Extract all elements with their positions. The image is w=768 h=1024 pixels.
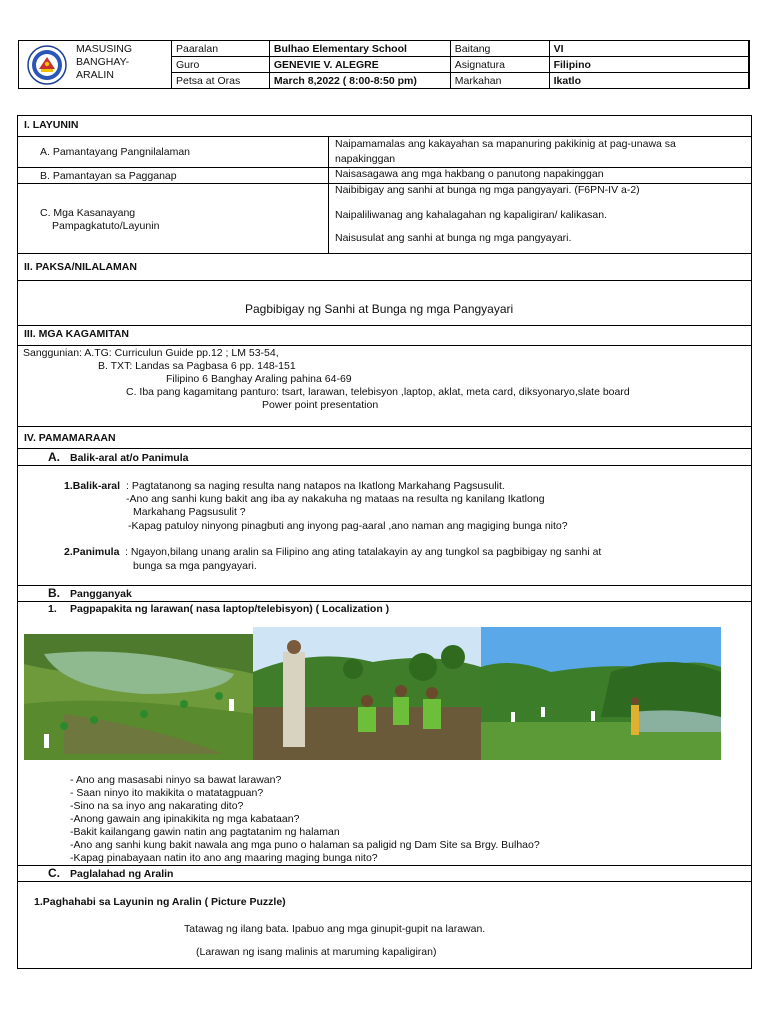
motivation-question: -Bakit kailangang gawin natin ang pagtatanim ng halaman <box>70 826 340 838</box>
motivation-question: -Sino na sa inyo ang nakarating dito? <box>70 800 244 812</box>
header-row <box>172 73 749 89</box>
label-guro: Guro <box>172 57 270 73</box>
photo-hillside-landscape <box>481 627 721 760</box>
value-baitang: VI <box>549 41 748 57</box>
pamantayang-pangnilalaman-value: napakinggan <box>335 153 396 165</box>
sanggunian-line: Sanggunian: A.TG: Curriculun Guide pp.12 ; LM 53-54, <box>23 347 279 359</box>
balik-aral-text: Markahang Pagsusulit ? <box>133 506 246 518</box>
photo-tree-planting <box>253 627 481 760</box>
paghahabi-instruction: Tatawag ng ilang bata. Ipabuo ang mga ginupit-gupit na larawan. <box>184 923 486 935</box>
section-layunin-heading: I. LAYUNIN <box>24 119 79 131</box>
subsection-a-letter: A. <box>48 450 60 464</box>
sanggunian-line: Filipino 6 Banghay Araling pahina 64-69 <box>166 373 352 385</box>
panimula-text: : Ngayon,bilang unang aralin sa Filipino ang ating tatalakayin ay ang tungkol sa pagbibigay ng sanhi at <box>125 546 602 558</box>
subsection-c-letter: C. <box>48 866 60 880</box>
subsection-b-title: Pangganyak <box>70 588 132 600</box>
balik-aral-text: : Pagtatanong sa naging resulta nang natapos na Ikatlong Markahang Pagsusulit. <box>126 480 505 492</box>
balik-aral-text: -Ano ang sanhi kung bakit ang iba ay nakakuha ng mataas na resulta ng kanilang Ikatlong <box>126 493 545 505</box>
value-petsa: March 8,2022 ( 8:00-8:50 pm) <box>269 73 450 89</box>
subsection-b-letter: B. <box>48 586 60 600</box>
paghahabi-title: 1.Paghahabi sa Layunin ng Aralin ( Picture Puzzle) <box>34 896 286 908</box>
kagamitang-panturo-line: Power point presentation <box>262 399 379 411</box>
kasanayang-value: Naibibigay ang sanhi at bunga ng mga pangyayari. (F6PN-IV a-2) <box>335 184 640 196</box>
subsection-a-title: Balik-aral at/o Panimula <box>70 452 189 464</box>
value-guro: GENEVIE V. ALEGRE <box>269 57 450 73</box>
label-asignatura: Asignatura <box>450 57 549 73</box>
section-pamamaraan-heading: IV. PAMAMARAAN <box>24 432 116 444</box>
label-petsa: Petsa at Oras <box>172 73 270 89</box>
pangganyak-item-title: Pagpapakita ng larawan( nasa laptop/telebisyon) ( Localization ) <box>70 603 390 615</box>
value-markahan: Ikatlo <box>549 73 748 89</box>
motivation-question: -Anong gawain ang ipinakikita ng mga kabataan? <box>70 813 300 825</box>
pamantayang-pangnilalaman-value: Naipamamalas ang kakayahan sa mapanuring pakikinig at pag-unawa sa <box>335 138 676 150</box>
label-markahan: Markahan <box>450 73 549 89</box>
document-title <box>76 43 171 82</box>
panimula-text: bunga sa mga pangyayari. <box>133 560 257 572</box>
kasanayang-value: Naipaliliwanag ang kahalagahan ng kapaligiran/ kalikasan. <box>335 209 608 221</box>
motivation-question: - Ano ang masasabi ninyo sa bawat larawan? <box>70 774 282 786</box>
header-row <box>172 57 749 73</box>
paghahabi-instruction: (Larawan ng isang malinis at maruming kapaligiran) <box>196 946 437 958</box>
label-baitang: Baitang <box>450 41 549 57</box>
section-kagamitan-heading: III. MGA KAGAMITAN <box>24 328 129 340</box>
subsection-c-title: Paglalahad ng Aralin <box>70 868 174 880</box>
label-paaralan: Paaralan <box>172 41 270 57</box>
section-paksa-heading: II. PAKSA/NILALAMAN <box>24 261 137 273</box>
lesson-body <box>17 115 752 969</box>
kagamitang-panturo-line: C. Iba pang kagamitang panturo: tsart, larawan, telebisyon ,laptop, aklat, meta card, diksyonaryo,slate board <box>126 386 630 398</box>
title-line: MASUSING <box>76 43 133 55</box>
header-info-table <box>171 40 749 89</box>
motivation-question: - Saan ninyo ito makikita o matatagpuan? <box>70 787 264 799</box>
kasanayang-value: Naisusulat ang sanhi at bunga ng mga pangyayari. <box>335 232 572 244</box>
pamantayan-sa-pagganap-value: Naisasagawa ang mga hakbang o panutong napakinggan <box>335 168 604 180</box>
photo-dam-site-children <box>24 634 254 760</box>
title-line: BANGHAY- <box>76 56 130 68</box>
title-line: ARALIN <box>76 69 114 81</box>
value-paaralan: Bulhao Elementary School <box>269 41 450 57</box>
pangganyak-item-number: 1. <box>48 603 57 615</box>
balik-aral-label: 1.Balik-aral <box>64 480 121 492</box>
pamantayang-pangnilalaman-label: A. Pamantayang Pangnilalaman <box>40 146 191 158</box>
kasanayang-label: Pampagkatuto/Layunin <box>52 220 160 232</box>
lesson-header <box>18 40 750 89</box>
value-asignatura: Filipino <box>549 57 748 73</box>
panimula-label: 2.Panimula <box>64 546 120 558</box>
deped-seal-logo <box>27 45 67 85</box>
motivation-question: -Ano ang sanhi kung bakit nawala ang mga puno o halaman sa paligid ng Dam Site sa Brgy. Bulhao? <box>70 839 540 851</box>
header-row <box>172 41 749 57</box>
sanggunian-line: B. TXT: Landas sa Pagbasa 6 pp. 148-151 <box>98 360 296 372</box>
lesson-topic: Pagbibigay ng Sanhi at Bunga ng mga Pangyayari <box>245 302 514 316</box>
kasanayang-label: C. Mga Kasanayang <box>40 207 136 219</box>
pamantayan-sa-pagganap-label: B. Pamantayan sa Pagganap <box>40 170 177 182</box>
balik-aral-text: -Kapag patuloy ninyong pinagbuti ang inyong pag-aaral ,ano naman ang magiging bunga nito? <box>128 520 568 532</box>
motivation-question: -Kapag pinabayaan natin ito ano ang maaring maging bunga nito? <box>70 852 378 864</box>
